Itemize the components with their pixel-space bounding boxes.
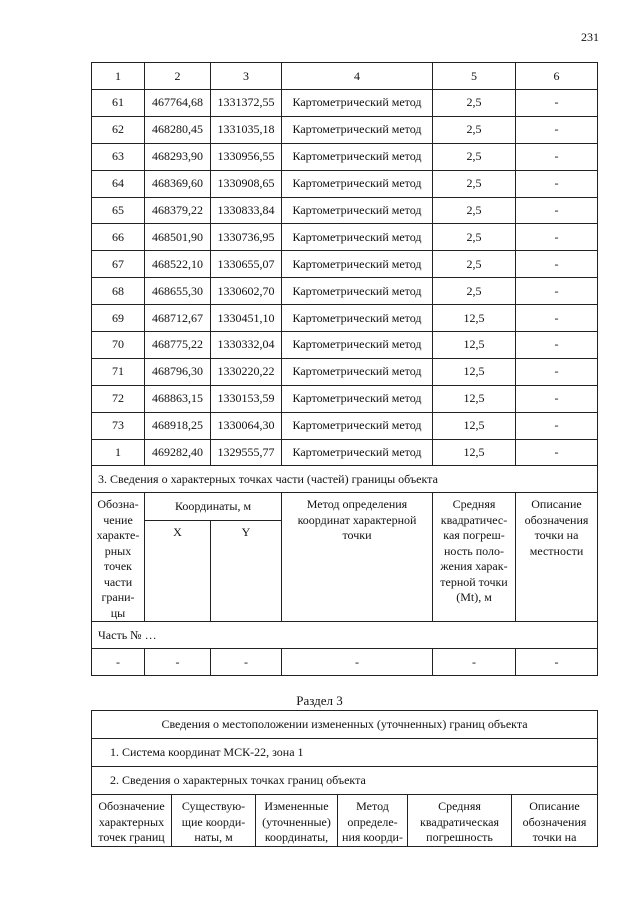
error-cell: 2,5 (433, 224, 516, 251)
y-coordinate-cell: 1330220,22 (211, 358, 282, 385)
empty-cell: - (516, 649, 598, 676)
table-row (92, 224, 598, 251)
point-number-cell: 69 (92, 305, 145, 332)
x-header: X (145, 520, 211, 622)
header-cell: 6 (516, 63, 598, 90)
section-header-cell: Существую- щие коорди- наты, м (172, 795, 256, 847)
table-row (92, 278, 598, 305)
header-cell: 2 (145, 63, 211, 90)
error-cell: 12,5 (433, 412, 516, 439)
table-row (92, 332, 598, 359)
description-cell: - (516, 439, 598, 466)
description-cell: - (516, 305, 598, 332)
method-cell: Картометрический метод (282, 278, 433, 305)
error-cell: 12,5 (433, 305, 516, 332)
table-row (92, 412, 598, 439)
method-cell: Картометрический метод (282, 358, 433, 385)
y-coordinate-cell: 1330153,59 (211, 385, 282, 412)
table-row (92, 116, 598, 143)
table-row (92, 143, 598, 170)
error-header: Средняя квадратичес- кая погреш- ность поло- жения харак- терной точки (Mt), м (433, 493, 516, 622)
section-header-cell: Метод определе- ния коорди- (338, 795, 408, 847)
point-number-cell: 61 (92, 90, 145, 117)
method-cell: Картометрический метод (282, 439, 433, 466)
error-cell: 12,5 (433, 358, 516, 385)
description-header: Описание обозначения точки на местности (516, 493, 598, 622)
point-number-cell: 68 (92, 278, 145, 305)
header-cell: 5 (433, 63, 516, 90)
point-number-cell: 1 (92, 439, 145, 466)
y-coordinate-cell: 1330736,95 (211, 224, 282, 251)
table-row (92, 358, 598, 385)
y-coordinate-cell: 1330655,07 (211, 251, 282, 278)
empty-cell: - (211, 649, 282, 676)
error-cell: 2,5 (433, 278, 516, 305)
description-cell: - (516, 385, 598, 412)
description-cell: - (516, 358, 598, 385)
error-cell: 12,5 (433, 332, 516, 359)
method-cell: Картометрический метод (282, 412, 433, 439)
description-cell: - (516, 116, 598, 143)
point-number-cell: 66 (92, 224, 145, 251)
method-cell: Картометрический метод (282, 170, 433, 197)
error-cell: 2,5 (433, 197, 516, 224)
point-number-cell: 67 (92, 251, 145, 278)
empty-cell: - (145, 649, 211, 676)
y-coordinate-cell: 1330833,84 (211, 197, 282, 224)
empty-cell: - (282, 649, 433, 676)
description-cell: - (516, 224, 598, 251)
point-number-cell: 70 (92, 332, 145, 359)
empty-cell: - (92, 649, 145, 676)
description-cell: - (516, 278, 598, 305)
x-coordinate-cell: 468379,22 (145, 197, 211, 224)
point-number-cell: 65 (92, 197, 145, 224)
section-header-cell: Средняя квадратическая погрешность (408, 795, 512, 847)
description-cell: - (516, 90, 598, 117)
x-coordinate-cell: 468369,60 (145, 170, 211, 197)
y-coordinate-cell: 1331372,55 (211, 90, 282, 117)
part-boundary-section-title: 3. Сведения о характерных точках части (частей) границы объекта (92, 466, 598, 493)
table-row (92, 251, 598, 278)
header-cell: 1 (92, 63, 145, 90)
table-row (92, 170, 598, 197)
y-coordinate-cell: 1330956,55 (211, 143, 282, 170)
error-cell: 2,5 (433, 90, 516, 117)
error-cell: 12,5 (433, 385, 516, 412)
point-number-cell: 73 (92, 412, 145, 439)
header-cell: 4 (282, 63, 433, 90)
method-cell: Картометрический метод (282, 332, 433, 359)
description-cell: - (516, 197, 598, 224)
coordinates-header: Координаты, м (145, 493, 282, 520)
method-cell: Картометрический метод (282, 116, 433, 143)
header-cell: 3 (211, 63, 282, 90)
x-coordinate-cell: 468918,25 (145, 412, 211, 439)
method-cell: Картометрический метод (282, 385, 433, 412)
y-coordinate-cell: 1330332,04 (211, 332, 282, 359)
point-number-cell: 62 (92, 116, 145, 143)
point-number-cell: 72 (92, 385, 145, 412)
x-coordinate-cell: 468522,10 (145, 251, 211, 278)
method-cell: Картометрический метод (282, 143, 433, 170)
x-coordinate-cell: 468775,22 (145, 332, 211, 359)
section-header-cell: Измененные (уточненные) координаты, (256, 795, 338, 847)
designation-header: Обозна- чение характе- рных точек части грани- цы (92, 493, 145, 622)
section-title: Раздел 3 (296, 693, 343, 708)
y-coordinate-cell: 1330064,30 (211, 412, 282, 439)
table-header-row (92, 63, 598, 90)
y-coordinate-cell: 1331035,18 (211, 116, 282, 143)
table-row (92, 90, 598, 117)
changed-boundaries-table (91, 710, 598, 847)
part-label: Часть № … (92, 622, 598, 649)
y-header: Y (211, 520, 282, 622)
y-coordinate-cell: 1329555,77 (211, 439, 282, 466)
method-cell: Картометрический метод (282, 224, 433, 251)
description-cell: - (516, 143, 598, 170)
page-number: 231 (581, 30, 599, 44)
method-cell: Картометрический метод (282, 197, 433, 224)
x-coordinate-cell: 467764,68 (145, 90, 211, 117)
description-cell: - (516, 332, 598, 359)
point-number-cell: 64 (92, 170, 145, 197)
section-table-title: Сведения о местоположении измененных (уточненных) границ объекта (92, 711, 598, 739)
empty-cell: - (433, 649, 516, 676)
y-coordinate-cell: 1330602,70 (211, 278, 282, 305)
section-header-cell: Обозначение характерных точек границ (92, 795, 172, 847)
x-coordinate-cell: 468796,30 (145, 358, 211, 385)
description-cell: - (516, 412, 598, 439)
x-coordinate-cell: 468863,15 (145, 385, 211, 412)
x-coordinate-cell: 468501,90 (145, 224, 211, 251)
y-coordinate-cell: 1330908,65 (211, 170, 282, 197)
table-row (92, 197, 598, 224)
x-coordinate-cell: 468293,90 (145, 143, 211, 170)
x-coordinate-cell: 468655,30 (145, 278, 211, 305)
method-cell: Картометрический метод (282, 90, 433, 117)
y-coordinate-cell: 1330451,10 (211, 305, 282, 332)
section-header-cell: Описание обозначения точки на (512, 795, 598, 847)
description-cell: - (516, 170, 598, 197)
table-row (92, 439, 598, 466)
characteristic-points-table (91, 62, 598, 676)
method-cell: Картометрический метод (282, 305, 433, 332)
error-cell: 12,5 (433, 439, 516, 466)
error-cell: 2,5 (433, 170, 516, 197)
boundary-points-heading: 2. Сведения о характерных точках границ объекта (92, 767, 598, 795)
point-number-cell: 71 (92, 358, 145, 385)
table-row (92, 385, 598, 412)
method-cell: Картометрический метод (282, 251, 433, 278)
x-coordinate-cell: 469282,40 (145, 439, 211, 466)
coordinate-system-row: 1. Система координат МСК-22, зона 1 (92, 739, 598, 767)
table-row (92, 305, 598, 332)
point-number-cell: 63 (92, 143, 145, 170)
x-coordinate-cell: 468280,45 (145, 116, 211, 143)
x-coordinate-cell: 468712,67 (145, 305, 211, 332)
description-cell: - (516, 251, 598, 278)
method-header: Метод определения координат характерной точки (282, 493, 433, 622)
error-cell: 2,5 (433, 143, 516, 170)
error-cell: 2,5 (433, 116, 516, 143)
error-cell: 2,5 (433, 251, 516, 278)
